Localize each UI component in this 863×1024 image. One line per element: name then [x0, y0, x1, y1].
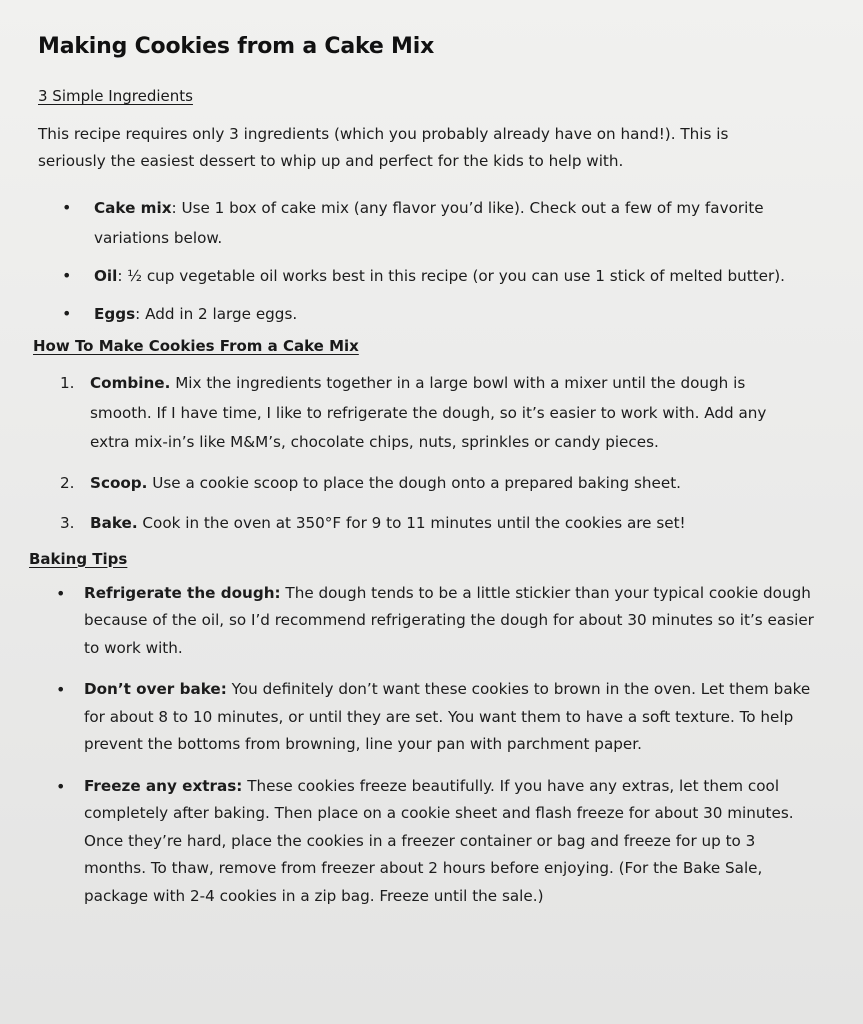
tip-label: Don’t over bake:	[84, 680, 227, 698]
tip-text: These cookies freeze beautifully. If you have any extras, let them cool completely after baking. Then place on a cookie sheet and flash freeze for about 30 minutes. Once they’re hard, place the cookies in a freezer container or bag and freeze for up to 3 months. To thaw, remove from freezer about 2 hours before enjoying. (For the Bake Sale, package with 2-4 cookies in a zip bag. Freeze until the sale.)	[84, 776, 794, 905]
step-item	[38, 469, 810, 499]
ingredient-text: : ½ cup vegetable oil works best in this recipe (or you can use 1 stick of melted butter).	[117, 267, 785, 285]
ingredient-text: : Use 1 box of cake mix (any flavor you’d like). Check out a few of my favorite variations below.	[94, 199, 764, 247]
tips-heading: Baking Tips	[29, 549, 128, 568]
ingredient-label: Cake mix	[94, 199, 172, 217]
ingredient-label: Oil	[94, 267, 118, 285]
tips-list	[38, 580, 823, 911]
page-title: Making Cookies from a Cake Mix	[38, 34, 435, 59]
tip-label: Freeze any extras:	[84, 776, 243, 795]
ingredient-item	[38, 193, 814, 253]
step-label: Scoop.	[90, 473, 148, 492]
ingredients-heading: 3 Simple Ingredients	[38, 87, 193, 105]
ingredient-label: Eggs	[94, 305, 136, 323]
step-label: Combine.	[90, 374, 171, 392]
step-text: Mix the ingredients together in a large bowl with a mixer until the dough is smooth. If I have time, I like to refrigerate the dough, so it’s easier to work with. Add any extra mix-in’s like M&M’s, chocolate chips, nuts, sprinkles or candy pieces.	[90, 374, 767, 451]
ingredients-intro: This recipe requires only 3 ingredients (which you probably already have on hand!). This is seriously the easiest dessert to whip up and perfect for the kids to help with.	[38, 125, 729, 170]
tip-item	[38, 773, 819, 911]
step-number: 2.	[60, 473, 75, 492]
steps-list	[38, 369, 823, 539]
tip-item	[38, 676, 819, 759]
ingredient-text: : Add in 2 large eggs.	[135, 305, 298, 323]
step-number: 1.	[60, 374, 75, 392]
step-text: Use a cookie scoop to place the dough onto a prepared baking sheet.	[147, 473, 681, 492]
ingredient-item	[38, 261, 814, 291]
tip-text: The dough tends to be a little stickier than your typical cookie dough because of the oil, so I’d recommend refrigerating the dough for about 30 minutes so it’s easier to work with.	[84, 583, 814, 657]
step-item	[38, 369, 810, 458]
ingredients-list	[38, 193, 823, 329]
tip-label: Refrigerate the dough:	[84, 583, 281, 602]
tip-text: You definitely don’t want these cookies to brown in the oven. Let them bake for about 8 to 10 minutes, or until they are set. You want them to have a soft texture. To help prevent the bottoms from browning, line your pan with parchment paper.	[84, 680, 811, 753]
step-text: Cook in the oven at 350°F for 9 to 11 minutes until the cookies are set!	[137, 514, 686, 532]
step-number: 3.	[60, 514, 75, 532]
howto-heading: How To Make Cookies From a Cake Mix	[33, 337, 359, 355]
tip-item	[38, 580, 819, 663]
ingredient-item	[38, 299, 814, 329]
step-label: Bake.	[90, 514, 138, 532]
step-item	[38, 509, 810, 539]
